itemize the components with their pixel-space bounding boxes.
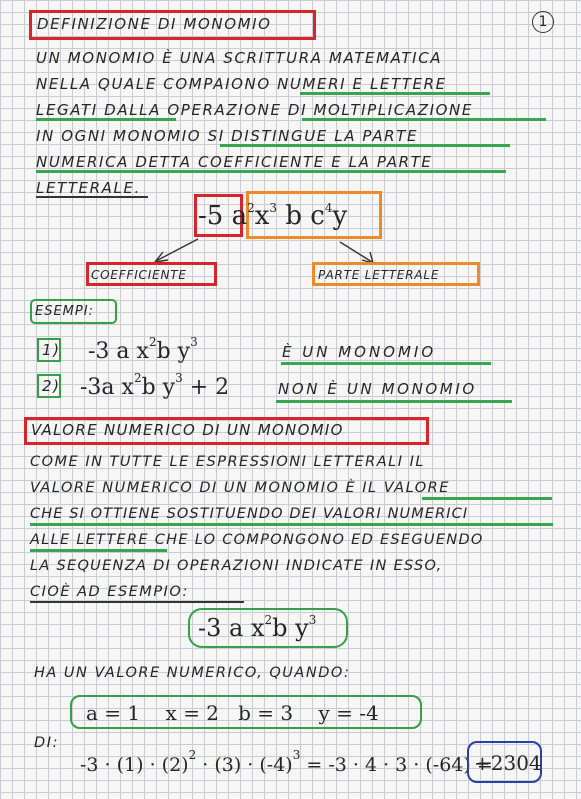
example-2-num: 2)	[42, 377, 61, 395]
val-line-6: CIOÈ AD ESEMPIO:	[30, 584, 189, 600]
underline-alle-lettere	[30, 549, 167, 552]
example-2-expression: -3a $x^2b$ $y^3 + 2$	[80, 371, 230, 400]
val-line-1: COME IN TUTTE LE ESPRESSIONI LETTERALI IL	[30, 454, 425, 470]
underline-cioe	[30, 601, 244, 603]
main-monomial: -5 $a^2x^3$ b $c^4y$	[198, 201, 348, 231]
coefficient-label: COEFFICIENTE	[91, 268, 187, 282]
val-line-3: CHE SI OTTIENE SOSTITUENDO DEI VALORI NUMERICI	[30, 506, 469, 522]
literal-label: PARTE LETTERALE	[318, 268, 440, 282]
result: +2304	[474, 751, 542, 775]
title1: DEFINIZIONE DI MONOMIO	[37, 15, 272, 33]
val-line-4: ALLE LETTERE CHE LO COMPONGONO ED ESEGUENDO	[30, 532, 484, 548]
calculation: $-3 \cdot (1) \cdot (2)^2 \cdot (3) \cdot (-4)^3 = -3 \cdot 4 \cdot 3 \cdot (-64)$ =	[80, 748, 493, 776]
underline-e-il-valore	[422, 497, 552, 500]
values: a = 1 x = 2 b = 3 y = -4	[86, 701, 379, 725]
underline-example-1	[281, 362, 491, 365]
has-value-line: HA UN VALORE NUMERICO, QUANDO:	[34, 665, 351, 681]
example-1-num: 1)	[42, 341, 61, 359]
val-line-2: VALORE NUMERICO DI UN MONOMIO È IL VALORE	[30, 480, 450, 496]
def-line-1: UN MONOMIO È UNA SCRITTURA MATEMATICA	[36, 49, 443, 67]
def-line-2: NELLA QUALE COMPAIONO NUMERI E LETTERE	[36, 75, 447, 93]
example-1-verdict: È UN MONOMIO	[282, 343, 437, 361]
coefficient: -5	[198, 201, 224, 231]
underline-che-si-ottiene	[30, 523, 553, 526]
di-label: DI:	[34, 735, 60, 751]
def-line-5: NUMERICA DETTA COEFFICIENTE E LA PARTE	[36, 153, 433, 171]
val-line-5: LA SEQUENZA DI OPERAZIONI INDICATE IN ESSO,	[30, 558, 443, 574]
def-line-3: LEGATI DALLA OPERAZIONE DI MOLTIPLICAZIONE	[36, 101, 473, 119]
def-line-4: IN OGNI MONOMIO SI DISTINGUE LA PARTE	[36, 127, 419, 145]
example-1-expression: -3 a $x^2b$ $y^3$	[88, 335, 198, 364]
examples-label: ESEMPI:	[35, 304, 94, 319]
title2: VALORE NUMERICO DI UN MONOMIO	[31, 421, 344, 439]
underline-example-2	[276, 400, 512, 403]
def-line-6: LETTERALE.	[36, 179, 141, 197]
example-2-verdict: NON È UN MONOMIO	[278, 380, 477, 398]
example-monomial: -3 a $x^2b$ $y^3$	[198, 613, 317, 642]
page-number: 1	[532, 11, 554, 33]
